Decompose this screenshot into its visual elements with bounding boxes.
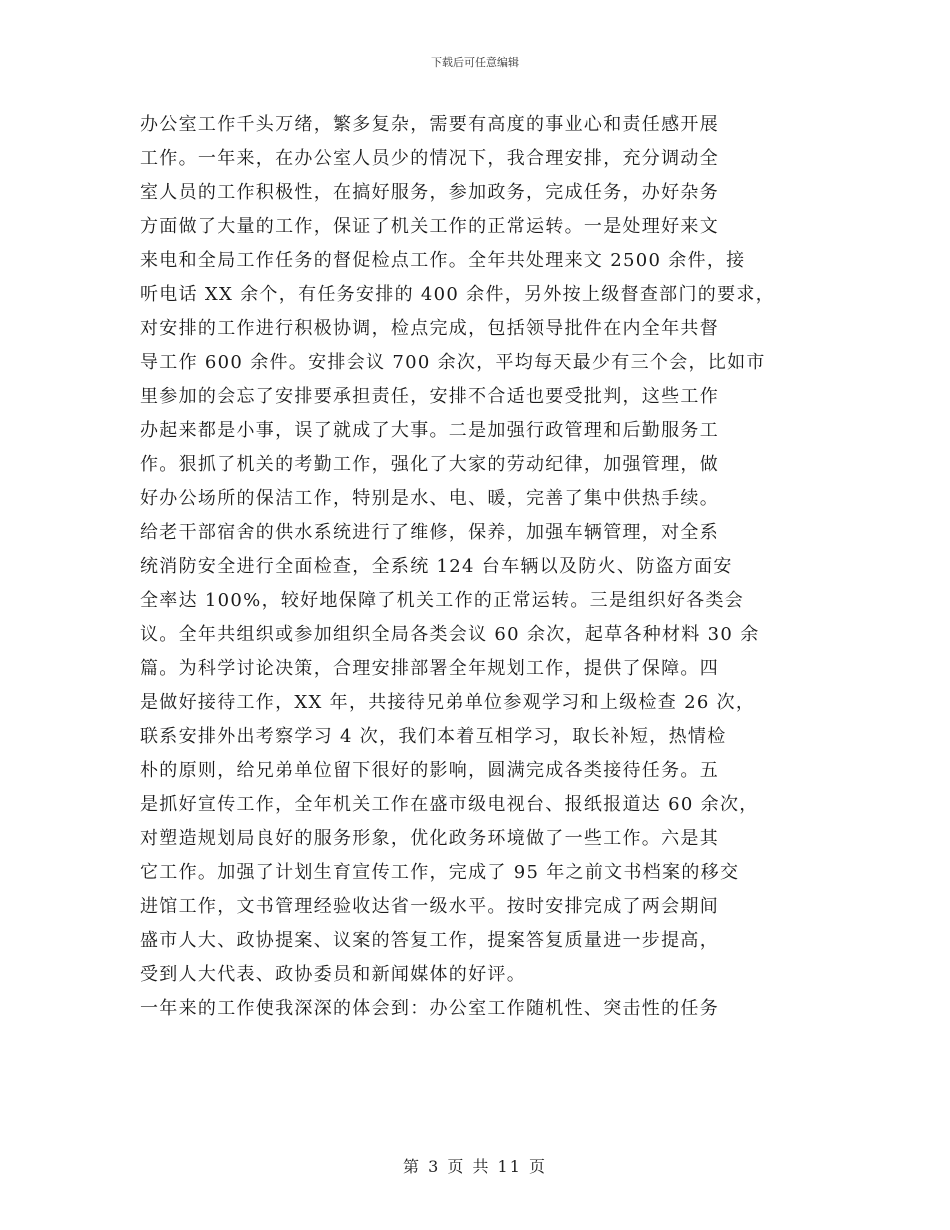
body-line: 是抓好宣传工作，全年机关工作在盛市级电视台、报纸报道达 60 余次， bbox=[140, 794, 759, 815]
body-line: 议。全年共组织或参加组织全局各类会议 60 余次，起草各种材料 30 余 bbox=[140, 624, 760, 645]
body-line: 篇。为科学讨论决策，合理安排部署全年规划工作，提供了保障。四 bbox=[140, 658, 719, 679]
body-line: 好办公场所的保洁工作，特别是水、电、暖，完善了集中供热手续。 bbox=[140, 488, 719, 509]
body-line: 受到人大代表、政协委员和新闻媒体的好评。 bbox=[140, 964, 526, 985]
body-line: 办公室工作千头万绪，繁多复杂，需要有高度的事业心和责任感开展 bbox=[140, 114, 719, 135]
body-line: 来电和全局工作任务的督促检点工作。全年共处理来文 2500 余件，接 bbox=[140, 250, 746, 271]
body-line: 里参加的会忘了安排要承担责任，安排不合适也要受批判，这些工作 bbox=[140, 386, 719, 407]
body-line: 听电话 XX 余个，有任务安排的 400 余件，另外按上级督查部门的要求， bbox=[140, 284, 775, 305]
body-line: 盛市人大、政协提案、议案的答复工作，提案答复质量进一步提高， bbox=[140, 930, 719, 951]
page-header-note: 下载后可任意编辑 bbox=[431, 56, 519, 69]
body-line: 全率达 100%，较好地保障了机关工作的正常运转。三是组织好各类会 bbox=[140, 590, 745, 611]
page-number: 第 3 页 共 11 页 bbox=[403, 1157, 547, 1176]
body-line: 对安排的工作进行积极协调，检点完成，包括领导批件在内全年共督 bbox=[140, 318, 719, 339]
body-line: 对塑造规划局良好的服务形象，优化政务环境做了一些工作。六是其 bbox=[140, 828, 719, 849]
body-line: 朴的原则，给兄弟单位留下很好的影响，圆满完成各类接待任务。五 bbox=[140, 760, 719, 781]
body-line: 办起来都是小事，误了就成了大事。二是加强行政管理和后勤服务工 bbox=[140, 420, 719, 441]
document-body bbox=[140, 108, 820, 1026]
body-line: 作。狠抓了机关的考勤工作，强化了大家的劳动纪律，加强管理，做 bbox=[140, 454, 719, 475]
body-line: 导工作 600 余件。安排会议 700 余次，平均每天最少有三个会，比如市 bbox=[140, 352, 766, 373]
body-line: 它工作。加强了计划生育宣传工作，完成了 95 年之前文书档案的移交 bbox=[140, 862, 740, 883]
body-line: 联系安排外出考察学习 4 次，我们本着互相学习，取长补短，热情检 bbox=[140, 726, 727, 747]
body-line: 进馆工作，文书管理经验收达省一级水平。按时安排完成了两会期间 bbox=[140, 896, 719, 917]
body-line: 统消防安全进行全面检查，全系统 124 台车辆以及防火、防盗方面安 bbox=[140, 556, 733, 577]
body-line: 是做好接待工作，XX 年，共接待兄弟单位参观学习和上级检查 26 次， bbox=[140, 692, 756, 713]
body-line: 方面做了大量的工作，保证了机关工作的正常运转。一是处理好来文 bbox=[140, 216, 719, 237]
body-line: 一年来的工作使我深深的体会到：办公室工作随机性、突击性的任务 bbox=[140, 998, 719, 1019]
body-line: 室人员的工作积极性，在搞好服务，参加政务，完成任务，办好杂务 bbox=[140, 182, 719, 203]
body-line: 给老干部宿舍的供水系统进行了维修，保养，加强车辆管理，对全系 bbox=[140, 522, 719, 543]
body-line: 工作。一年来，在办公室人员少的情况下，我合理安排，充分调动全 bbox=[140, 148, 719, 169]
